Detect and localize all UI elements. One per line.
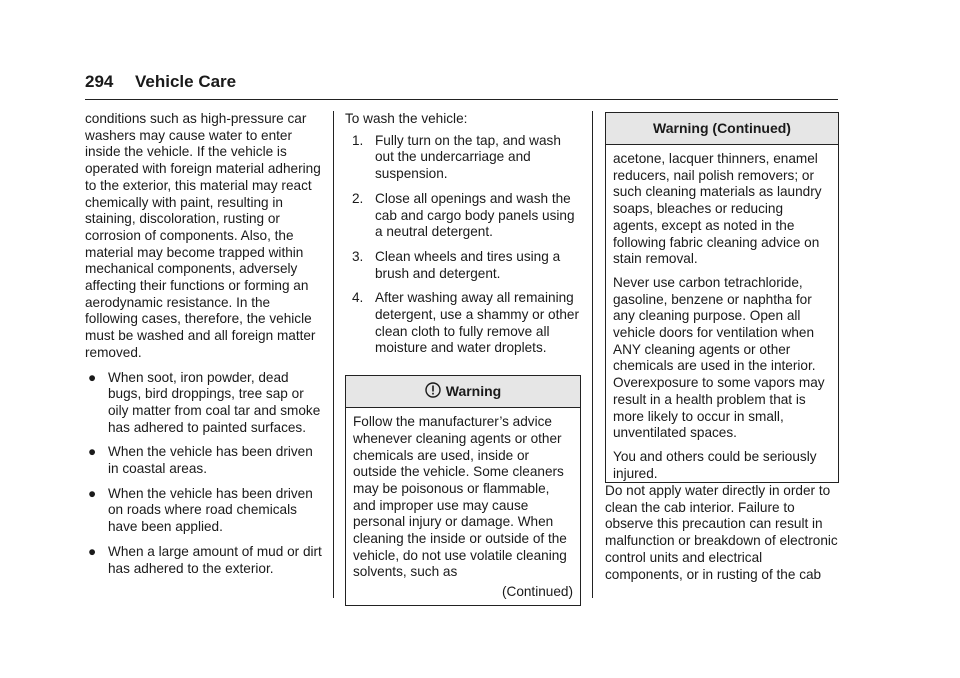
list-item <box>85 370 325 437</box>
body-paragraph: Do not apply water directly in order to clean the cab interior. Failure to observe this precaution can result in malfunction or breakdown of electronic control units and electrical components, or in rusting of the cab <box>605 483 838 582</box>
list-item-text: When the vehicle has been driven on roads where road chemicals have been applied. <box>108 485 313 535</box>
list-item <box>85 444 325 477</box>
step-text: Close all openings and wash the cab and cargo body panels using a neutral detergent. <box>375 190 575 240</box>
warning-box <box>345 375 581 606</box>
step-number: 4. <box>352 290 364 306</box>
step-number: 1. <box>352 132 364 148</box>
warning-icon <box>425 378 441 409</box>
warning-text: acetone, lacquer thinners, enamel reducers, nail polish removers; or such cleaning materials as laundry soaps, bleaches or reducing agents, except as noted in the following fabric cleaning advice on stain removal. <box>613 151 822 267</box>
intro-text: To wash the vehicle: <box>345 111 468 126</box>
section-title: Vehicle Care <box>135 72 237 91</box>
column-3 <box>605 112 839 583</box>
step-item <box>345 133 581 183</box>
bullet-list <box>85 370 325 578</box>
step-item <box>345 249 581 282</box>
continued-label: (Continued) <box>501 584 573 600</box>
list-item-text: When a large amount of mud or dirt has adhered to the exterior. <box>108 543 322 576</box>
warning-text: You and others could be seriously injured. <box>613 448 817 481</box>
warning-body <box>346 408 580 587</box>
step-number: 2. <box>352 190 364 206</box>
step-text: After washing away all remaining detergent, use a shammy or other clean cloth to fully remove all moisture and water droplets. <box>375 290 580 356</box>
bullet-marker: ● <box>88 543 97 559</box>
warning-header <box>346 376 580 408</box>
list-item <box>85 544 325 577</box>
warning-header <box>606 113 838 145</box>
step-item <box>345 191 581 241</box>
list-item-text: When soot, iron powder, dead bugs, bird droppings, tree sap or oily matter from coal tar and smoke has adhered to painted surfaces. <box>108 369 321 435</box>
step-text: Clean wheels and tires using a brush and detergent. <box>375 248 561 281</box>
list-item-text: When the vehicle has been driven in coastal areas. <box>108 444 313 477</box>
page-number: 294 <box>85 72 114 91</box>
list-item <box>85 486 325 536</box>
bullet-marker: ● <box>88 444 97 460</box>
step-number: 3. <box>352 248 364 264</box>
warning-title: Warning (Continued) <box>653 120 791 136</box>
warning-text: Follow the manufacturer’s advice whenever cleaning agents or other chemicals are used, inside or outside the vehicle. Some cleaners may be poisonous or flammable, and improper use may cause personal injury or damage. When cleaning the inside or outside of the vehicle, do not use volatile cleaning solvents, such as <box>353 414 567 580</box>
column-2 <box>345 111 581 606</box>
warning-title: Warning <box>445 383 502 400</box>
column-1 <box>85 111 325 585</box>
bullet-marker: ● <box>88 369 97 385</box>
warning-text: Never use carbon tetrachloride, gasoline, benzene or naphtha for any cleaning purpose. Open all vehicle doors for ventilation when ANY cleaning agents or other chemicals are used in the interior. Overexposure to some vapors may result in a health problem that is more likely to occur in small, unventilated spaces. <box>613 274 825 441</box>
warning-body <box>606 145 838 488</box>
column-divider-left <box>333 111 334 598</box>
warning-continued-box <box>605 112 839 483</box>
numbered-steps <box>345 133 581 357</box>
step-text: Fully turn on the tap, and wash out the undercarriage and suspension. <box>375 132 561 182</box>
step-item <box>345 290 581 357</box>
bullet-marker: ● <box>88 485 97 501</box>
header-rule <box>85 99 838 100</box>
column-divider-right <box>592 111 593 598</box>
body-paragraph: conditions such as high-pressure car washers may cause water to enter inside the vehicle. If the vehicle is operated with foreign material adhering to the exterior, this material may react chemically with paint, resulting in staining, discoloration, rusting or corrosion of components. Also, the material may become trapped within mechanical components, adversely affecting their functions or forming an aerodynamic resistance. In the following cases, therefore, the vehicle must be washed and all foreign matter removed. <box>85 111 321 360</box>
